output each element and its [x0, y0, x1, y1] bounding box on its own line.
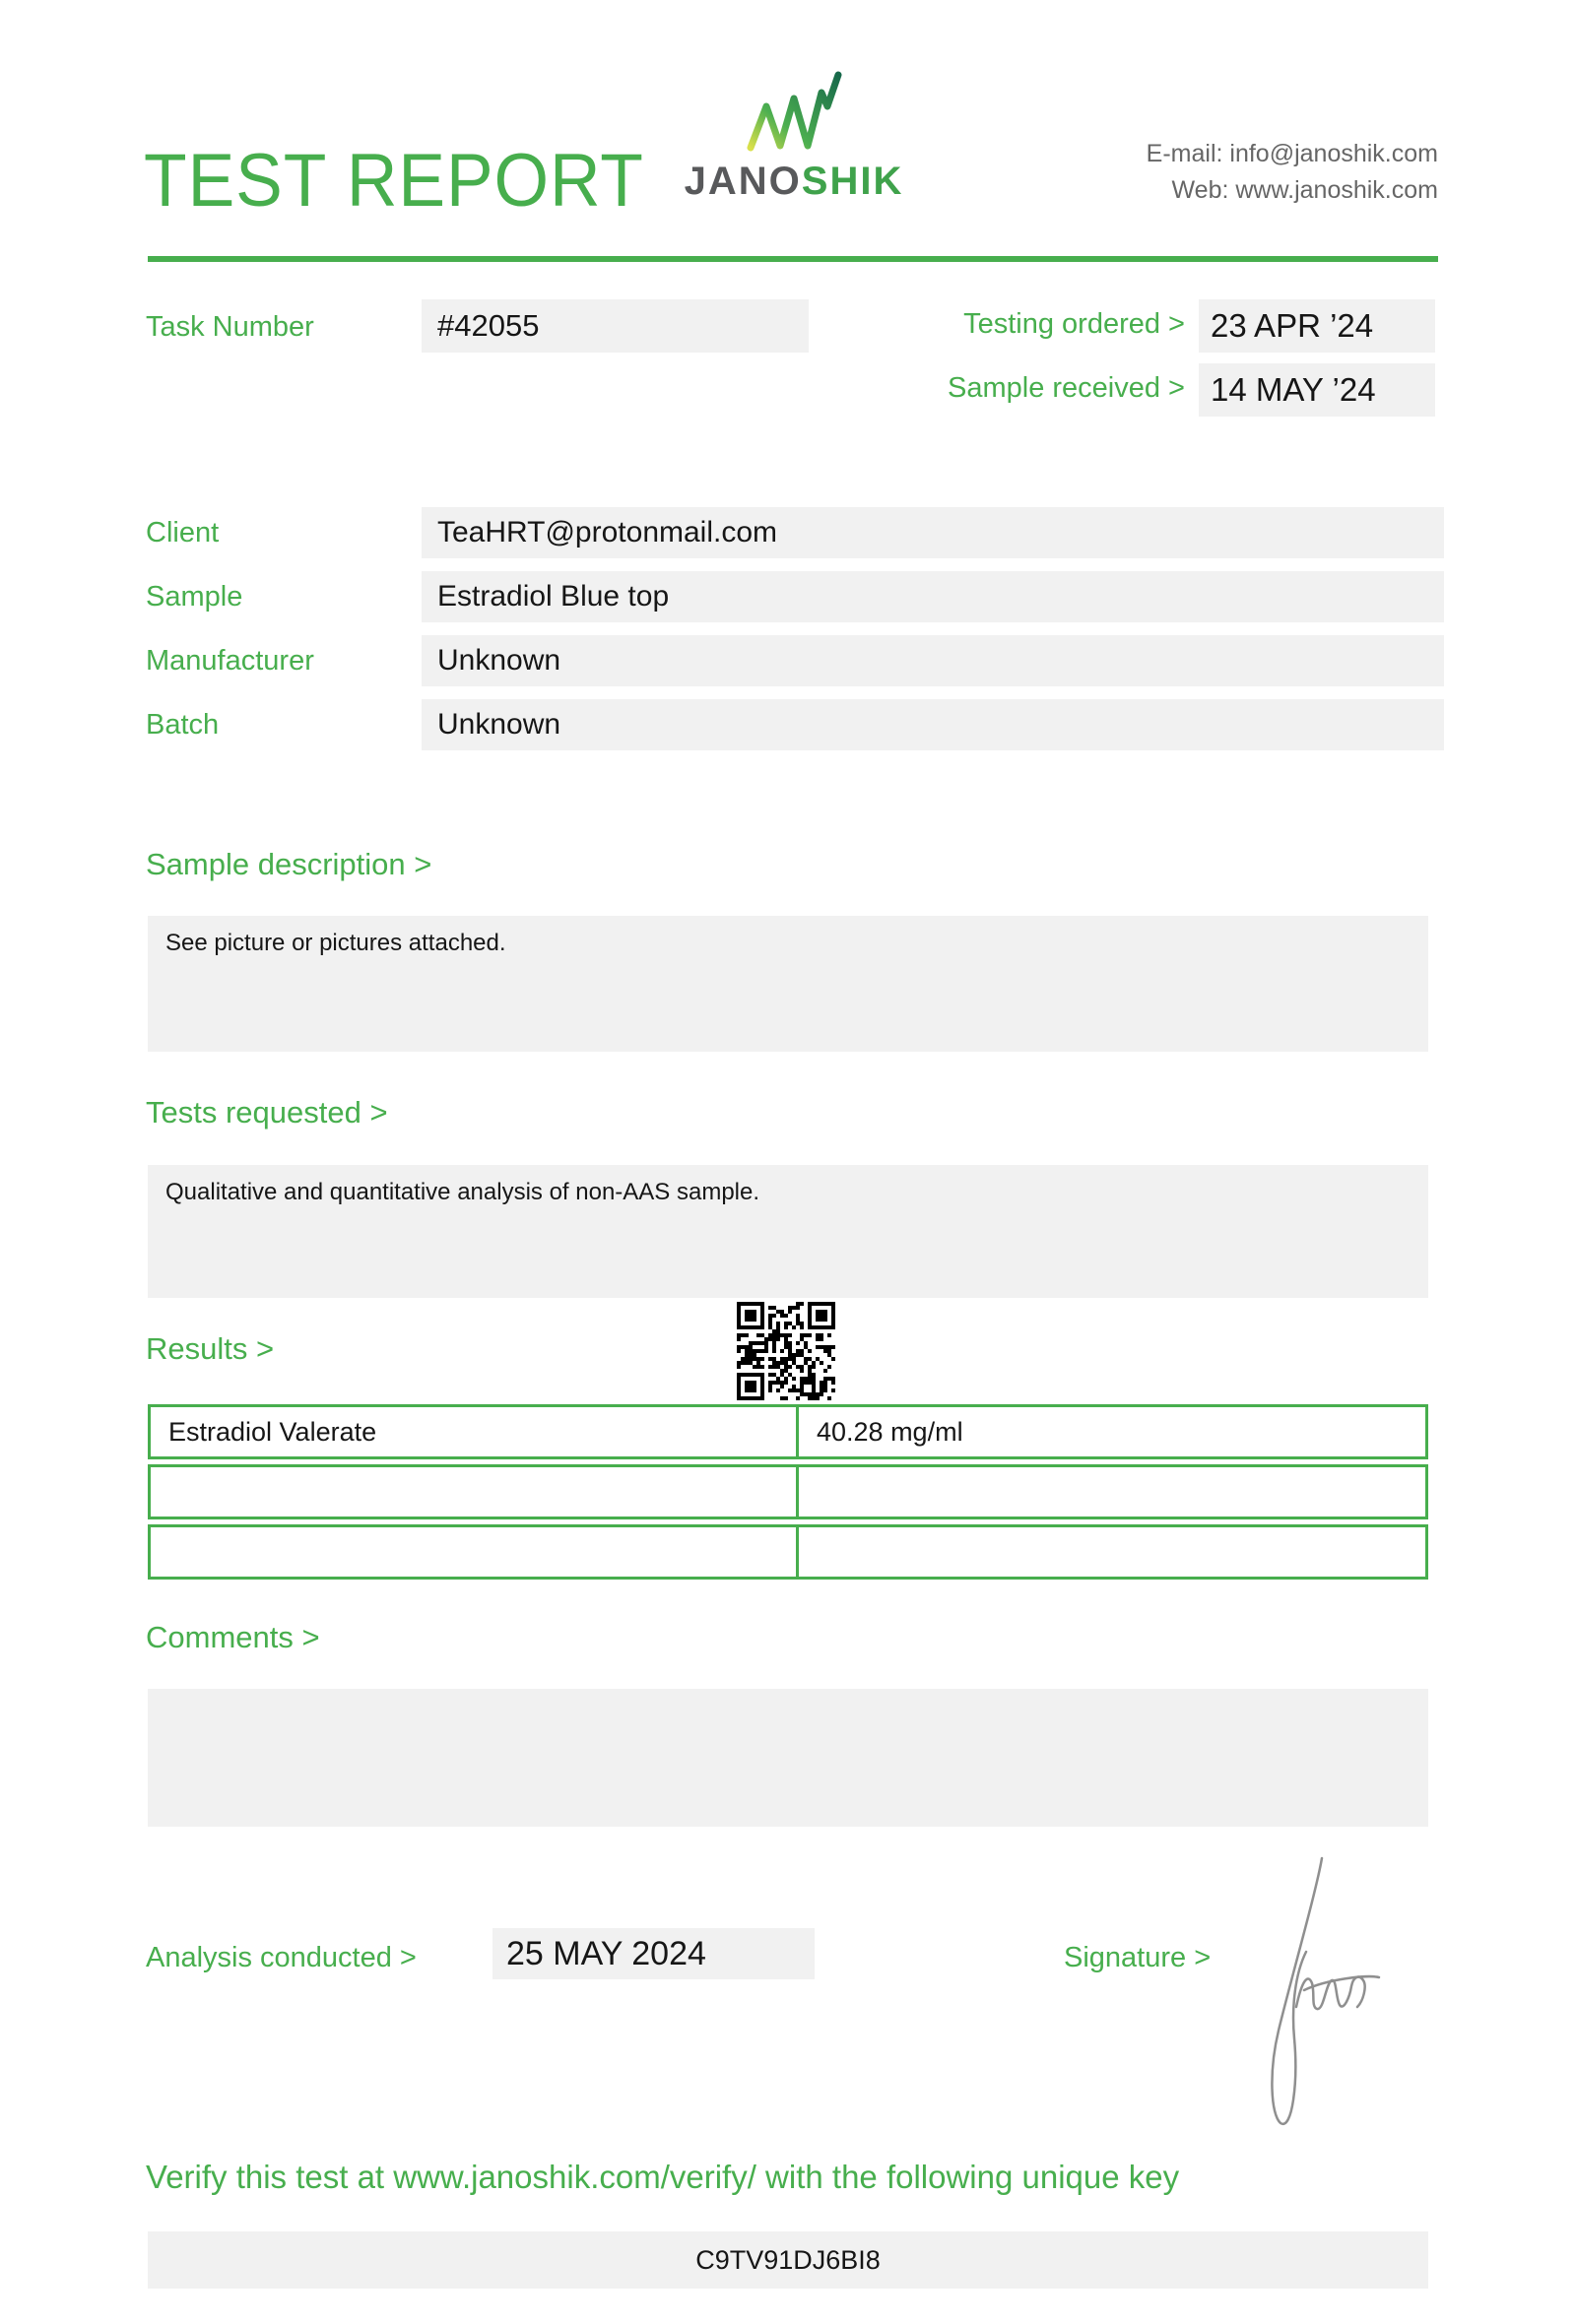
result-row: [148, 1464, 1428, 1519]
contact-info: [1147, 136, 1438, 209]
result-row: [148, 1404, 1428, 1459]
logo-text-jano: JANO: [684, 160, 802, 203]
results-heading: Results >: [146, 1331, 275, 1366]
result-substance: [151, 1467, 799, 1517]
result-row: [148, 1524, 1428, 1580]
client-value: TeaHRT@protonmail.com: [422, 507, 1444, 558]
handwritten-signature: [1243, 1814, 1401, 2139]
manufacturer-label: Manufacturer: [146, 644, 314, 677]
result-amount: [799, 1527, 1425, 1577]
sample-value: Estradiol Blue top: [422, 571, 1444, 622]
unique-key-value: C9TV91DJ6BI8: [148, 2231, 1428, 2289]
contact-web: Web: www.janoshik.com: [1171, 176, 1438, 204]
result-substance: Estradiol Valerate: [151, 1407, 799, 1456]
batch-label: Batch: [146, 708, 220, 741]
growth-chart-icon: [743, 65, 845, 156]
results-table: [148, 1404, 1428, 1584]
signature-label: Signature >: [1064, 1942, 1212, 1973]
manufacturer-value: Unknown: [422, 635, 1444, 686]
comments-box: [148, 1689, 1428, 1827]
sample-description-heading: Sample description >: [146, 847, 432, 881]
testing-ordered-label: Testing ordered >: [963, 308, 1185, 340]
verify-instruction: Verify this test at www.janoshik.com/verify/ with the following unique key: [146, 2159, 1180, 2195]
logo-wordmark: [678, 161, 910, 201]
task-number-label: Task Number: [146, 311, 314, 343]
tests-requested-box: Qualitative and quantitative analysis of non-AAS sample.: [148, 1165, 1428, 1298]
company-logo: [678, 65, 910, 201]
sample-received-value: 14 MAY ’24: [1199, 363, 1435, 417]
page-title: TEST REPORT: [144, 139, 644, 223]
result-amount: 40.28 mg/ml: [817, 1416, 963, 1447]
testing-ordered-value: 23 APR ’24: [1199, 299, 1435, 353]
result-substance: [151, 1527, 799, 1577]
batch-value: Unknown: [422, 699, 1444, 750]
sample-description-box: See picture or pictures attached.: [148, 916, 1428, 1052]
analysis-date-value: 25 MAY 2024: [492, 1928, 815, 1979]
logo-text-shik: SHIK: [801, 160, 904, 203]
task-number-value: #42055: [422, 299, 809, 353]
client-label: Client: [146, 516, 220, 549]
analysis-conducted-label: Analysis conducted >: [146, 1942, 417, 1973]
qr-code-image: [737, 1302, 835, 1400]
sample-label: Sample: [146, 580, 243, 613]
header-divider: [148, 256, 1438, 262]
comments-heading: Comments >: [146, 1620, 320, 1654]
sample-received-label: Sample received >: [948, 372, 1185, 404]
contact-email: E-mail: info@janoshik.com: [1146, 140, 1438, 167]
result-amount: [799, 1467, 1425, 1517]
tests-requested-heading: Tests requested >: [146, 1095, 388, 1130]
